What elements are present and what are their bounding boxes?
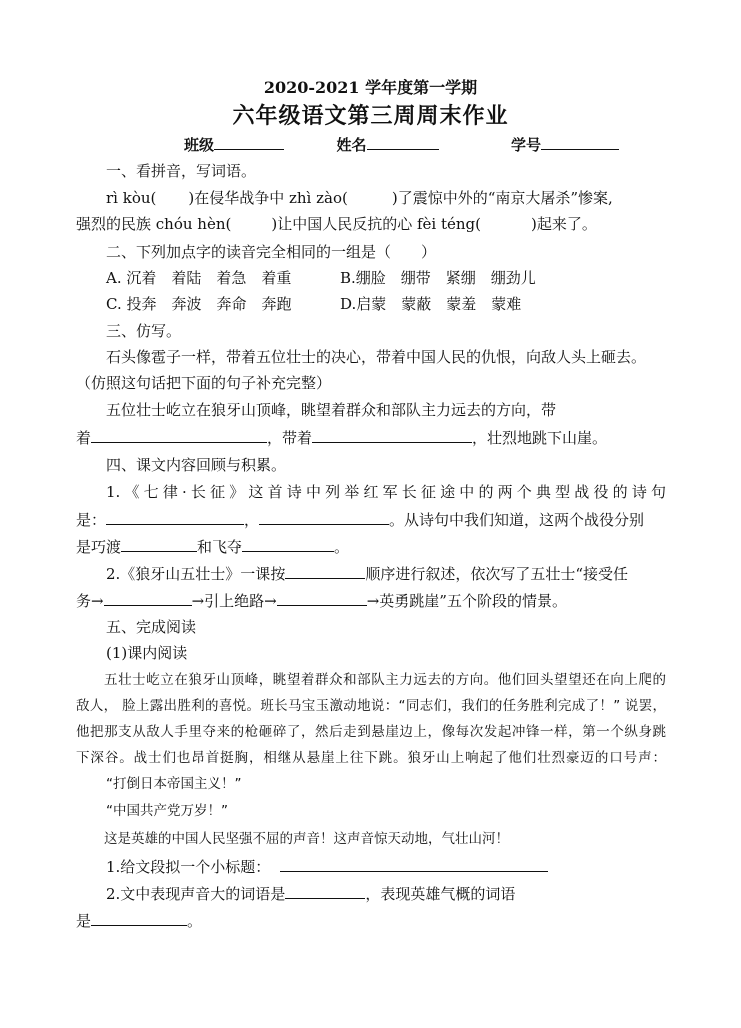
worksheet-title: 六年级语文第三周周末作业 bbox=[232, 103, 509, 129]
option-d: D.启蒙 蒙蔽 蒙羞 蒙难 bbox=[340, 295, 522, 313]
stage-blank-2[interactable] bbox=[277, 590, 367, 606]
reading-q2-line-1: 2.文中表现声音大的词语是 ，表现英雄气概的词语 bbox=[106, 885, 516, 903]
term-heading: 2020-2021 学年度第一学期 bbox=[263, 78, 478, 97]
student-info-row bbox=[184, 134, 619, 155]
q4-2-line-2: 务→ →引上绝路→ →英勇跳崖”五个阶段的情景。 bbox=[76, 592, 567, 610]
pinyin-line-1: rì kòu( )在侵华战争中 zhì zào( )了震惊中外的“南京大屠杀”惨案, bbox=[106, 189, 613, 207]
passage-line-4: 下深谷。战士们也昂首挺胸，相继从悬崖上往下跳。狼牙山上响起了他们壮烈豪迈的口号声： bbox=[76, 750, 666, 766]
option-b: B.绷脸 绷带 紧绷 绷劲儿 bbox=[340, 269, 536, 287]
class-field[interactable] bbox=[214, 134, 284, 150]
battle-blank-2[interactable] bbox=[242, 536, 334, 552]
poem-line-blank-1[interactable] bbox=[106, 509, 244, 525]
section-5-heading: 五、完成阅读 bbox=[106, 618, 197, 636]
reading-subheading: (1)课内阅读 bbox=[106, 644, 188, 662]
poem-line-blank-2[interactable] bbox=[259, 509, 389, 525]
example-sentence: 石头像雹子一样，带着五位壮士的决心，带着中国人民的仇恨，向敌人头上砸去。 bbox=[106, 348, 647, 366]
reading-q1: 1.给文段拟一个小标题： bbox=[106, 856, 548, 877]
class-label: 班级 bbox=[184, 136, 215, 154]
number-label: 学号 bbox=[510, 136, 541, 154]
passage-line-3: 他把那支从敌人手里夺来的枪砸碎了，然后走到悬崖边上，像每次发起冲锋一样，第一个纵身跳 bbox=[76, 724, 666, 740]
option-c: C. 投奔 奔波 奔命 奔跑 bbox=[106, 295, 292, 313]
q4-1-line-3: 是巧渡 和飞夺 。 bbox=[76, 538, 350, 556]
section-4-heading: 四、课文内容回顾与积累。 bbox=[106, 456, 287, 474]
passage-line-2: 敌人， 脸上露出胜利的喜悦。班长马宝玉激动地说：“同志们，我们的任务胜利完成了！” 说罢， bbox=[76, 698, 666, 714]
imitation-instruction: （仿照这句话把下面的句子补充完整） bbox=[76, 374, 332, 392]
imitation-prompt: 五位壮士屹立在狼牙山顶峰，眺望着群众和部队主力远去的方向，带 bbox=[106, 401, 557, 419]
q4-2-line-1: 2.《狼牙山五壮士》一课按 顺序进行叙述，依次写了五壮士“接受任 bbox=[106, 565, 628, 583]
pinyin-line-2: 强烈的民族 chóu hèn( )让中国人民反抗的心 fèi téng( )起来了。 bbox=[76, 215, 597, 233]
q4-1-line-2: 是： ， 。从诗句中我们知道，这两个战役分别 bbox=[76, 511, 645, 529]
imitation-blank-1[interactable] bbox=[91, 427, 267, 443]
subtitle-blank[interactable] bbox=[280, 856, 548, 872]
q4-1-line-1: 1.《七律·长征》这首诗中列举红军长征途中的两个典型战役的诗句 bbox=[106, 483, 666, 501]
imitation-blank-2[interactable] bbox=[312, 427, 472, 443]
section-2-heading: 二、下列加点字的读音完全相同的一组是（ ） bbox=[106, 243, 437, 261]
imitation-blanks: 着 ，带着 ，壮烈地跳下山崖。 bbox=[76, 429, 608, 447]
section-1-heading: 一、看拼音，写词语。 bbox=[106, 162, 257, 180]
loud-words-blank[interactable] bbox=[285, 883, 365, 899]
slogan-1: “打倒日本帝国主义！” bbox=[106, 776, 242, 792]
name-label: 姓名 bbox=[336, 136, 367, 154]
battle-blank-1[interactable] bbox=[121, 536, 197, 552]
passage-closing: 这是英雄的中国人民坚强不屈的声音！这声音惊天动地，气壮山河！ bbox=[104, 831, 509, 847]
reading-q2-line-2: 是 。 bbox=[76, 912, 203, 930]
number-field[interactable] bbox=[541, 134, 619, 150]
section-3-heading: 三、仿写。 bbox=[106, 322, 182, 340]
order-blank[interactable] bbox=[285, 563, 365, 579]
heroic-words-blank[interactable] bbox=[91, 910, 187, 926]
stage-blank-1[interactable] bbox=[104, 590, 192, 606]
slogan-2: “中国共产党万岁！” bbox=[106, 803, 228, 819]
option-a: A. 沉着 着陆 着急 着重 bbox=[106, 269, 292, 287]
passage-line-1: 五壮士屹立在狼牙山顶峰，眺望着群众和部队主力远去的方向。他们回头望望还在向上爬的 bbox=[104, 672, 666, 688]
name-field[interactable] bbox=[367, 134, 439, 150]
